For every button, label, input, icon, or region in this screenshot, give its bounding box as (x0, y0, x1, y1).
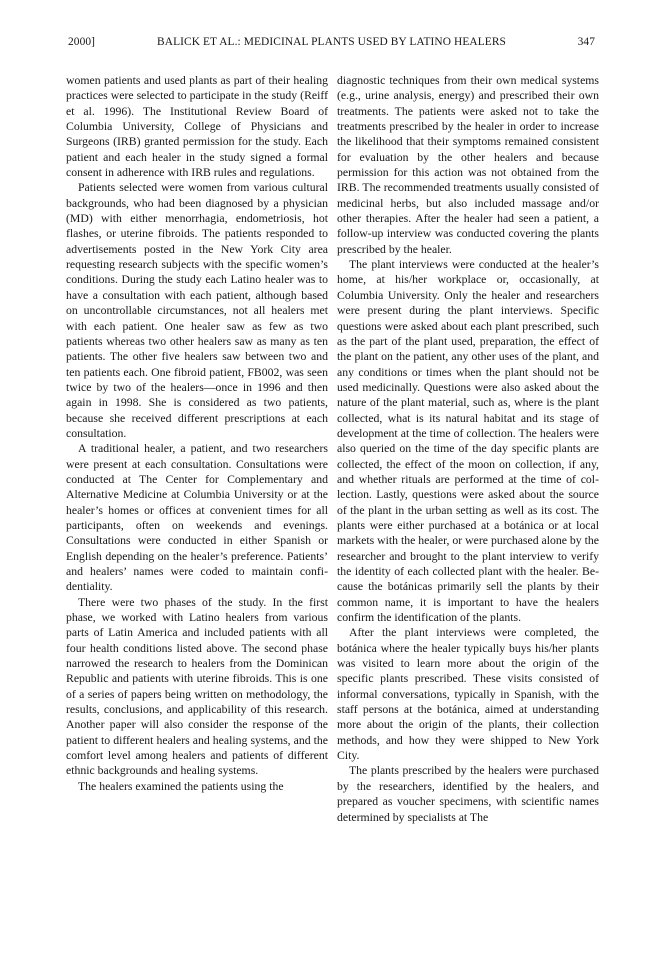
paragraph: diagnostic techniques from their own medical systems (e.g., urine analysis, energy) and prescribed their own treatments. The patients were asked not to take the treatments prescribed by the healer in order to increase the likelihood that their symptoms remained consistent for evaluation by the other healers and because permission for this action was not obtained from the IRB. The recommended treatments usually consisted of medicinal herbs, but also included massage and/or other therapies. After the healer had seen a patient, a follow-up interview was conducted covering the plants prescribed by the healer. (337, 74, 599, 256)
paragraph: A traditional healer, a patient, and two researchers were present at each consultation. Consultations were conducted at The Center for Complementary and Alternative Medicine at Columbia University or at the healer’s homes or offices at convenient times for all participants, often on weekends and evenings. Consultations were conducted in either Spanish or English depending on the healer’s preference. Patients’ and healers’ names were coded to maintain confidentiality. (66, 442, 328, 594)
page-number: 347 (577, 36, 595, 48)
left-column (66, 73, 328, 794)
paragraph: The plant interviews were conducted at the healer’s home, at his/her workplace or, occasionally, at Columbia University. Only the healer and researchers were present during the plant interviews. Specific questions were asked about each plant prescribed, such as the part of the plant used, preparation, the effect of the plant on the patient, any other uses of the plant, and any conditions or times when the plant should not be used medicinally. Questions were also asked about the nature of the plant material, such as, where is the plant collected, what is its natural habitat and its stage of development at the time of collection. The healers were also queried on the time of the day specific plants are collected, the effect of the moon on collection, if any, and whether rituals are performed at the time of collection. Lastly, questions were asked about the source of the plant in the urban setting as well as its cost. The plants were either purchased at a botánica or at local markets with the healer, or were purchased alone by the researcher and brought to the plant interview to verify the identity of each collected plant with the healer. Because the botánicas primarily sell the plants by their common name, it is important to have the healers confirm the identification of the plants. (337, 258, 599, 625)
running-title: BALICK ET AL.: MEDICINAL PLANTS USED BY LATINO HEALERS (157, 36, 506, 48)
running-header (68, 36, 595, 52)
right-column (337, 73, 599, 825)
paragraph: Patients selected were women from various cultural backgrounds, who had been diagnosed by a physician (MD) with either menorrhagia, endometriosis, hot flashes, or uterine fibroids. The patients responded to advertisements posted in the New York City area requesting research subjects with the specific women’s conditions. During the study each Latino healer was to have a consultation with each patient, although based on uncontrollable circumstances, not all healers met with each patient. One healer saw as few as two patients whereas two other healers saw as many as ten patients. The other five healers saw between two and ten patients each. One fibroid patient, FB002, was seen twice by two of the healers—once in 1996 and then again in 1998. She is considered as two patients, because she received different prescriptions at each consultation. (66, 181, 328, 440)
paragraph: After the plant interviews were completed, the botánica where the healer typically buys his/her plants was visited to learn more about the origin of the specific plants prescribed. These visits consisted of informal conversations, typically in Spanish, with the staff persons at the botánica, aimed at understanding more about the origin of the plants, their collection methods, and how they were shipped to New York City. (337, 626, 599, 763)
paragraph: There were two phases of the study. In the first phase, we worked with Latino healers from various parts of Latin America and included patients with all four health conditions listed above. The second phase narrowed the research to healers from the Dominican Republic and patients with uterine fibroids. This is one of a series of papers being written on methodology, the results, conclusions, and applicability of this research. Another paper will also consider the response of the patient to different healers and healing systems, and the comfort level among healers and patients of different ethnic backgrounds and healing systems. (66, 595, 328, 778)
header-year: 2000] (68, 36, 96, 48)
paragraph: The healers examined the patients using the (78, 779, 284, 793)
paragraph: The plants prescribed by the healers were purchased by the researchers, identified by the healers, and prepared as voucher specimens, with scientific names determined by specialists at The (337, 764, 599, 824)
paragraph: women patients and used plants as part of their healing practices were selected to participate in the study (Reiff et al. 1996). The Institutional Review Board of Columbia University, College of Physicians and Surgeons (IRB) granted permission for the study. Each patient and each healer in the study signed a formal consent in adherence with IRB rules and regulations. (66, 74, 328, 180)
